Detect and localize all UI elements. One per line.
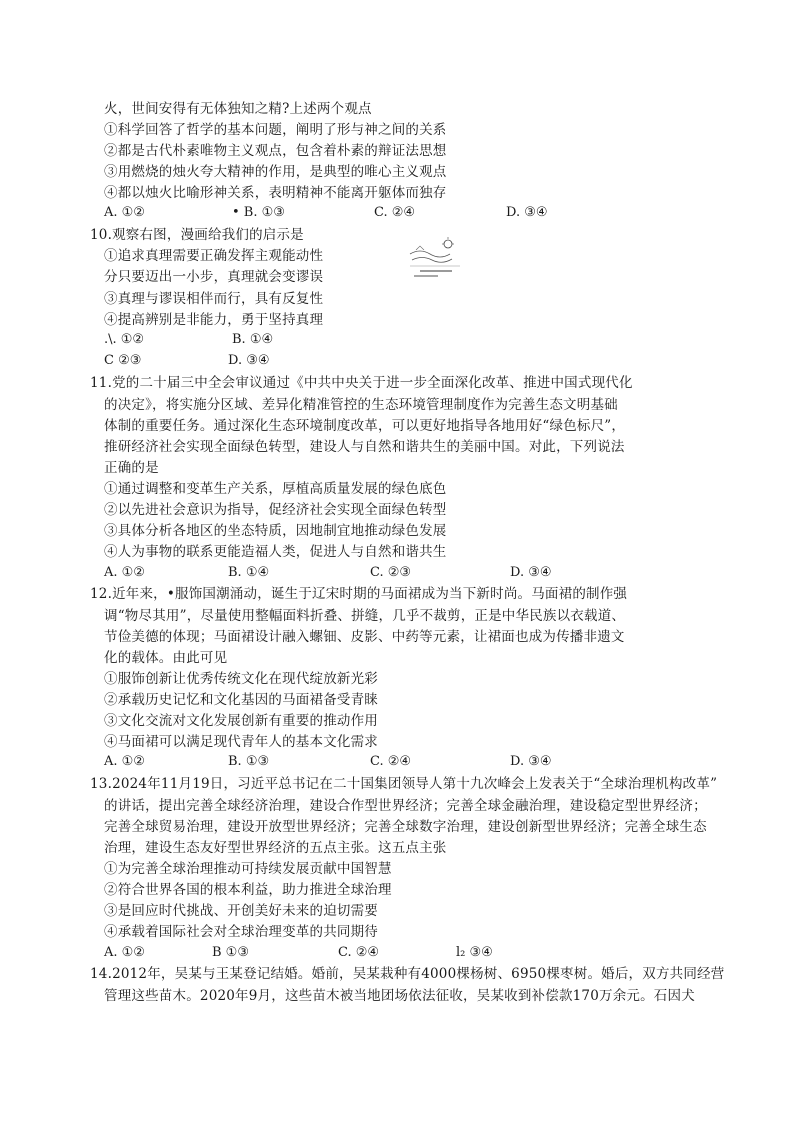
q13-stem-line-2: 的讲话，提出完善全球经济治理，建设合作型世界经济；完善全球金融治理，建设稳定型世界经济； bbox=[104, 798, 707, 814]
q11-option-c[interactable]: C. ②③ bbox=[370, 565, 412, 580]
q11-item-2: ②以先进社会意识为指导，促经济社会实现全面绿色转型 bbox=[104, 502, 447, 518]
q12-option-c[interactable]: C. ②④ bbox=[370, 754, 412, 769]
q13-stem-line-4: 治理，建设生态友好型世界经济的五点主张。这五点主张 bbox=[104, 840, 447, 856]
q13-item-4: ④承载着国际社会对全球治理变革的共同期待 bbox=[104, 924, 378, 940]
q10-item-3: ③真理与谬误相伴而行，具有反复性 bbox=[104, 291, 324, 307]
q13-option-b[interactable]: B ①③ bbox=[212, 945, 249, 960]
q11-item-1: ①通过调整和变革生产关系，厚植高质量发展的绿色底色 bbox=[104, 481, 447, 497]
q10-item-2: 分只要迈出一小步，真理就会变谬误 bbox=[104, 269, 324, 285]
q10-options-row-2 bbox=[104, 351, 364, 371]
q12-stem-line-3: 节俭美德的体现；马面裙设计融入螺钿、皮影、中药等元素，让裙面也成为传播非遗文 bbox=[104, 629, 625, 645]
q13-option-c[interactable]: C. ②④ bbox=[338, 945, 380, 960]
q9-item-3: ③用燃烧的烛火夸大精神的作用，是典型的唯心主义观点 bbox=[104, 164, 447, 180]
q9-stem-continuation: 火，世间安得有无体独知之精?上述两个观点 bbox=[104, 101, 372, 117]
q12-item-1: ①服饰创新让优秀传统文化在现代绽放新光彩 bbox=[104, 671, 378, 687]
q11-option-a[interactable]: A. ①② bbox=[104, 565, 145, 580]
q10-options-row-1 bbox=[104, 330, 364, 350]
q9-item-1: ①科学回答了哲学的基本问题，阐明了形与神之间的关系 bbox=[104, 122, 447, 138]
q9-option-c[interactable]: C. ②④ bbox=[374, 205, 416, 220]
q12-item-3: ③文化交流对文化发展创新有重要的推动作用 bbox=[104, 713, 378, 729]
q11-option-b[interactable]: B. ①④ bbox=[228, 565, 270, 580]
q10-option-b[interactable]: B. ①④ bbox=[232, 332, 274, 347]
q12-item-4: ④马面裙可以满足现代青年人的基本文化需求 bbox=[104, 734, 378, 750]
q12-item-2: ②承载历史记忆和文化基因的马面裙备受青睐 bbox=[104, 692, 378, 708]
q13-item-1: ①为完善全球治理推动可持续发展贡献中国智慧 bbox=[104, 861, 392, 877]
q13-item-2: ②符合世界各国的根本利益，助力推进全球治理 bbox=[104, 882, 392, 898]
q13-option-d[interactable]: l₂ ③④ bbox=[456, 945, 493, 960]
q9-item-4: ④都以烛火比喻形神关系，表明精神不能离开躯体而独存 bbox=[104, 185, 447, 201]
q11-item-3: ③具体分析各地区的坐态特质，因地制宜地推动绿色发展 bbox=[104, 523, 447, 539]
q11-stem-line-2: 的决定》，将实施分区域、差异化精准管控的生态环境管理制度作为完善生态文明基础 bbox=[104, 397, 618, 413]
q9-item-2: ②都是古代朴素唯物主义观点，包含着朴素的辩证法思想 bbox=[104, 143, 447, 159]
q10-option-a[interactable]: .\. ①② bbox=[104, 332, 145, 347]
q13-item-3: ③是回应时代挑战、开创美好未来的迫切需要 bbox=[104, 903, 378, 919]
q10-item-4: ④提高辨别是非能力，勇于坚持真理 bbox=[104, 312, 324, 328]
q11-option-d[interactable]: D. ③④ bbox=[510, 565, 552, 580]
q11-item-4: ④人为事物的联系更能造福人类，促进人与自然和谐共生 bbox=[104, 544, 447, 560]
q10-item-1: ①追求真理需要正确发挥主观能动性 bbox=[104, 248, 324, 264]
q12-stem-line-4: 化的载体。由此可见 bbox=[104, 650, 228, 666]
q12-option-b[interactable]: B. ①③ bbox=[228, 754, 270, 769]
q9-option-b[interactable]: • B. ①③ bbox=[232, 205, 285, 220]
q9-option-a[interactable]: A. ①② bbox=[104, 205, 145, 220]
q11-stem-line-5: 正确的是 bbox=[104, 460, 159, 476]
q12-options bbox=[104, 752, 584, 772]
q10-cartoon-image bbox=[406, 236, 464, 280]
q13-options bbox=[104, 943, 584, 963]
q11-stem-line-3: 体制的重要任务。通过深化生态环境制度改革，可以更好地指导各地用好“绿色标尺”， bbox=[104, 418, 626, 434]
q9-options bbox=[104, 203, 584, 223]
q10-stem: 10.观察右图，漫画给我们的启示是 bbox=[90, 227, 304, 243]
q12-option-a[interactable]: A. ①② bbox=[104, 754, 145, 769]
q10-option-c[interactable]: C ②③ bbox=[104, 353, 142, 368]
q11-options bbox=[104, 563, 584, 583]
q9-option-d[interactable]: D. ③④ bbox=[506, 205, 548, 220]
q11-stem-line-4: 推研经济社会实现全面绿色转型，建设人与自然和谐共生的美丽中国。对此，下列说法 bbox=[104, 439, 625, 455]
q14-stem-line-1: 14.2012年，吴某与王某登记结婚。婚前，吴某栽种有4000棵杨树、6950棵枣树。婚后，双方共同经营 bbox=[90, 966, 725, 982]
q13-stem-line-1: 13.2024年11月19日，习近平总书记在二十国集团领导人第十九次峰会上发表关于“全球治理机构改革” bbox=[90, 776, 718, 792]
q12-stem-line-2: 调“物尽其用”，尽量使用整幅面料折叠、拼缝，几乎不裁剪，正是中华民族以衣载道、 bbox=[104, 608, 626, 624]
q14-stem-line-2: 管理这些苗木。2020年9月，这些苗木被当地团场依法征收，吴某收到补偿款170万余元。石因犬 bbox=[104, 988, 695, 1004]
q13-option-a[interactable]: A. ①② bbox=[104, 945, 145, 960]
q11-stem-line-1: 11.党的二十届三中全会审议通过《中共中央关于进一步全面深化改革、推进中国式现代化 bbox=[90, 375, 633, 391]
q12-option-d[interactable]: D. ③④ bbox=[510, 754, 552, 769]
q13-stem-line-3: 完善全球贸易治理，建设开放型世界经济；完善全球数字治理，建设创新型世界经济；完善全球生态 bbox=[104, 819, 707, 835]
q12-stem-line-1: 12.近年来，•服饰国潮涌动，诞生于辽宋时期的马面裙成为当下新时尚。马面裙的制作强 bbox=[90, 586, 628, 602]
q10-option-d[interactable]: D. ③④ bbox=[228, 353, 270, 368]
